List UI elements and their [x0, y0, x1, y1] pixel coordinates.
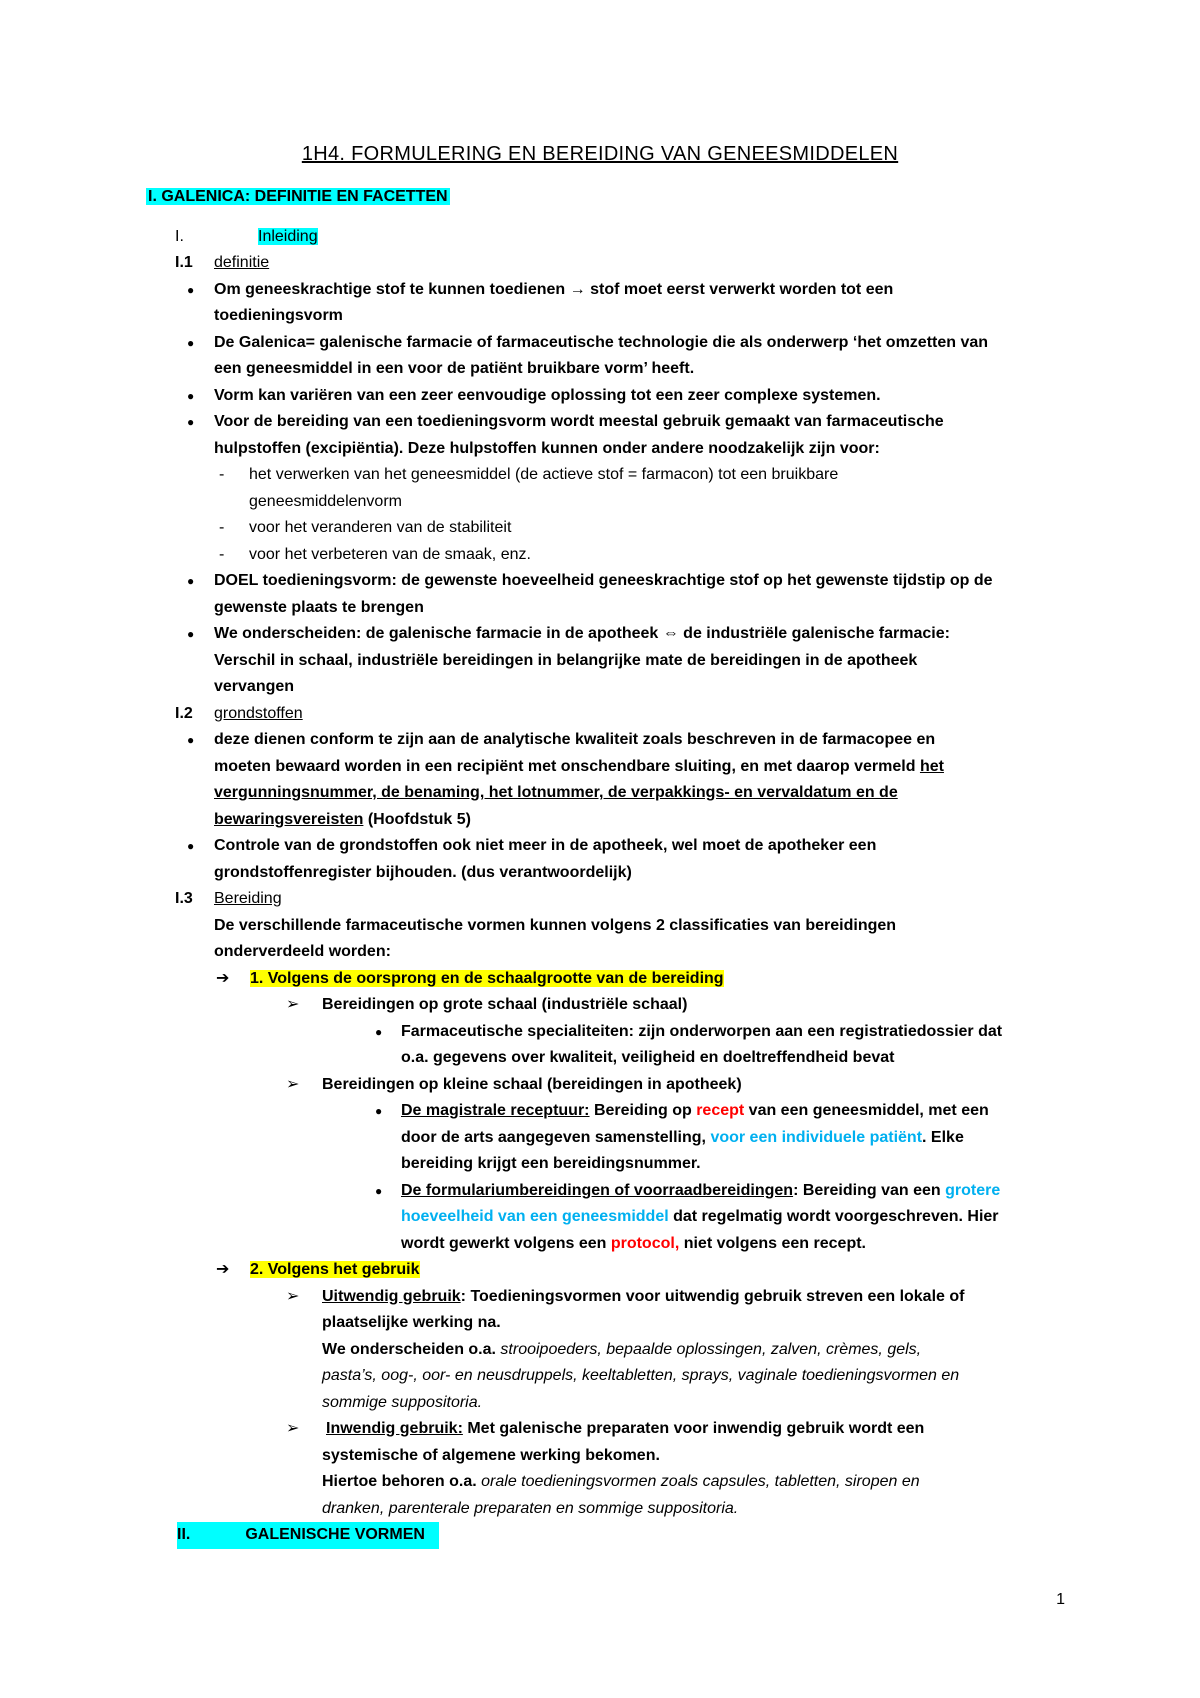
list-item: ● Farmaceutische specialiteiten: zijn onderworpen aan een registratiedossier dat [179, 1019, 1079, 1046]
bullet-icon: ● [375, 1183, 383, 1198]
classification-item: ➔ 2. Volgens het gebruik [179, 1257, 1079, 1284]
sub-item: ➢ Uitwendig gebruik: Toedieningsvormen voor uitwendig gebruik streven een lokale of [179, 1284, 1079, 1311]
classification-item: ➔ 1. Volgens de oorsprong en de schaalgrootte van de bereiding [179, 966, 1079, 993]
arrow-bold-icon: ➔ [216, 969, 230, 987]
list-item: ● De formulariumbereidingen of voorraadbereidingen: Bereiding van een grotere [179, 1178, 1079, 1205]
subheading-definitie: I.1 definitie [175, 254, 270, 271]
sub-item: ➢ Bereidingen op grote schaal (industriële schaal) [179, 992, 1079, 1019]
bullet-icon: ● [187, 733, 195, 747]
subheading-inleiding: I. Inleiding [175, 227, 318, 245]
section-heading: II. GALENISCHE VORMEN [177, 1522, 1079, 1549]
bullet-icon: ● [187, 574, 195, 588]
document-title: 1H4. FORMULERING EN BEREIDING VAN GENEESMIDDELEN [301, 143, 899, 165]
bullet-icon: ● [187, 388, 195, 403]
list-item: ● deze dienen conform te zijn aan de analytische kwaliteit zoals beschreven in de farmacopee en [179, 727, 1079, 754]
list-item: ● De Galenica= galenische farmacie of farmaceutische technologie die als onderwerp ‘het omzetten van [179, 330, 1079, 357]
equivalence-icon: ⇔ [662, 625, 679, 642]
subheading-bereiding: I.3 Bereiding [175, 890, 282, 907]
arrow-right-icon: → [569, 280, 586, 298]
list-item: ● De magistrale receptuur: Bereiding op recept van een geneesmiddel, met een [179, 1098, 1079, 1125]
sub-item: ➢ Bereidingen op kleine schaal (bereidingen in apotheek) [179, 1072, 1079, 1099]
bullet-icon: ● [187, 282, 195, 297]
dash-item: - voor het verbeteren van de smaak, enz. [219, 545, 531, 563]
dash-item: - voor het veranderen van de stabiliteit [219, 519, 512, 536]
list-item: ● Voor de bereiding van een toedieningsvorm wordt meestal gebruik gemaakt van farmaceutische [179, 409, 1079, 436]
triangle-bullet-icon: ➢ [286, 1287, 300, 1305]
triangle-bullet-icon: ➢ [286, 1420, 300, 1437]
page-number: 1 [1056, 1591, 1065, 1608]
triangle-bullet-icon: ➢ [286, 1075, 300, 1093]
subheading-grondstoffen: I.2 grondstoffen [175, 704, 303, 722]
bullet-icon: ● [187, 335, 195, 350]
section-heading: I. GALENICA: DEFINITIE EN FACETTEN [148, 188, 448, 205]
arrow-bold-icon: ➔ [216, 1261, 230, 1278]
bullet-icon: ● [375, 1104, 383, 1118]
document-body: I. GALENICA: DEFINITIE EN FACETTEN I. Inleiding I.1 definitie ● Om geneeskrachtige stof te kunnen toedienen → stof moet eerst verwerkt worden tot een toedieningsvorm ● De Galenica= galenische farmacie of farmaceutische technologie die als onderwerp ‘het omzetten van een geneesmiddel in een voor de patiënt bruikbare vorm’ heeft. ● Vorm kan variëren van een zeer eenvoudige oplossing tot een zeer complexe systemen. ● Voor de bereiding van een toedieningsvorm wordt meestal gebruik gemaakt van farmaceutische hulpstoffen (excipiëntia). Deze hulpstoffen kunnen onder andere noodzakelijk zijn voor: - het verwerken van het geneesmiddel (de actieve stof = farmacon) tot een bruikbare geneesmiddelenvorm - voor het veranderen van de stabiliteit - voor het verbeteren van de smaak, enz. ● DOEL toedieningsvorm: de gewenste hoeveelheid geneeskrachtige stof op het gewenste tijdstip op de gewenste plaats te brengen ● We onderscheiden: de galenische farmacie in de apotheek ⇔ de industriële galenische farmacie: Verschil in schaal, industriële bereidingen in belangrijke mate de bereidingen in de apotheek vervangen I.2 grondstoffen ● deze dienen conform te zijn aan de analytische kwaliteit zoals beschreven in de farmacopee en moeten bewaard worden in een recipiënt met onschendbare sluiting, en met daarop vermeld het vergunningsnummer, de benaming, het lotnummer, de verpakkings- en vervaldatum en de bewaringsvereisten (Hoofdstuk 5) ● Controle van de grondstoffen ook niet meer in de apotheek, wel moet de apotheker een grondstoffenregister bijhouden. (dus verantwoordelijk) I.3 Bereiding De verschillende farmaceutische vormen kunnen volgens 2 classificaties van bereidingen onderverdeeld worden: ➔ 1. Volgens de oorsprong en de schaalgrootte van de bereiding ➢ Bereidingen op grote schaal (industriële schaal) ● Farmaceutische specialiteiten: zijn onderworpen aan een registratiedossier dat o.a. gegevens over kwaliteit, veiligheid en doeltreffendheid bevat ➢ Bereidingen op kleine schaal (bereidingen in apotheek) ● De magistrale receptuur: Bereiding op recept van een geneesmiddel, met een door de arts aangegeven samenstelling, voor een individuele patiënt. Elke bereiding krijgt een bereidingsnummer. ● De formulariumbereidingen of voorraadbereidingen: Bereiding van een grotere hoeveelheid van een geneesmiddel dat regelmatig wordt voorgeschreven. Hier wordt gewerkt volgens een protocol, niet volgens een recept. ➔ 2. Volgens het gebruik ➢ Uitwendig gebruik: Toedieningsvormen voor uitwendig gebruik streven een lokale of plaatselijke werking na. We onderscheiden o.a. strooipoeders, bepaalde oplossingen, zalven, crèmes, gels, pasta’s, oog-, oor- en neusdruppels, keeltabletten, sprays, vaginale toedieningsvormen en sommige suppositoria. ➢ Inwendig gebruik: Met galenische preparaten voor inwendig gebruik wordt een systemische of algemene werking bekomen. Hiertoe behoren o.a. orale toedieningsvormen zoals capsules, tabletten, siropen en dranken, parenterale preparaten en sommige suppositoria. II. GALENISCHE VORMEN [179, 184, 1079, 1549]
list-item: ● Om geneeskrachtige stof te kunnen toedienen → stof moet eerst verwerkt worden tot een [179, 277, 1079, 304]
list-item: ● We onderscheiden: de galenische farmacie in de apotheek ⇔ de industriële galenische farmacie: [179, 621, 1079, 648]
bullet-icon: ● [187, 627, 195, 641]
bullet-icon: ● [187, 415, 195, 429]
list-item: ● DOEL toedieningsvorm: de gewenste hoeveelheid geneeskrachtige stof op het gewenste tijdstip op de [179, 568, 1079, 595]
dash-item: - het verwerken van het geneesmiddel (de actieve stof = farmacon) tot een bruikbare [219, 466, 839, 483]
triangle-bullet-icon: ➢ [286, 996, 300, 1013]
bullet-icon: ● [375, 1024, 383, 1039]
list-item: ● Vorm kan variëren van een zeer eenvoudige oplossing tot een zeer complexe systemen. [179, 383, 1079, 410]
list-item: ● Controle van de grondstoffen ook niet meer in de apotheek, wel moet de apotheker een [179, 833, 1079, 860]
bullet-icon: ● [187, 839, 195, 853]
sub-item: ➢ Inwendig gebruik: Met galenische preparaten voor inwendig gebruik wordt een [179, 1416, 1079, 1443]
